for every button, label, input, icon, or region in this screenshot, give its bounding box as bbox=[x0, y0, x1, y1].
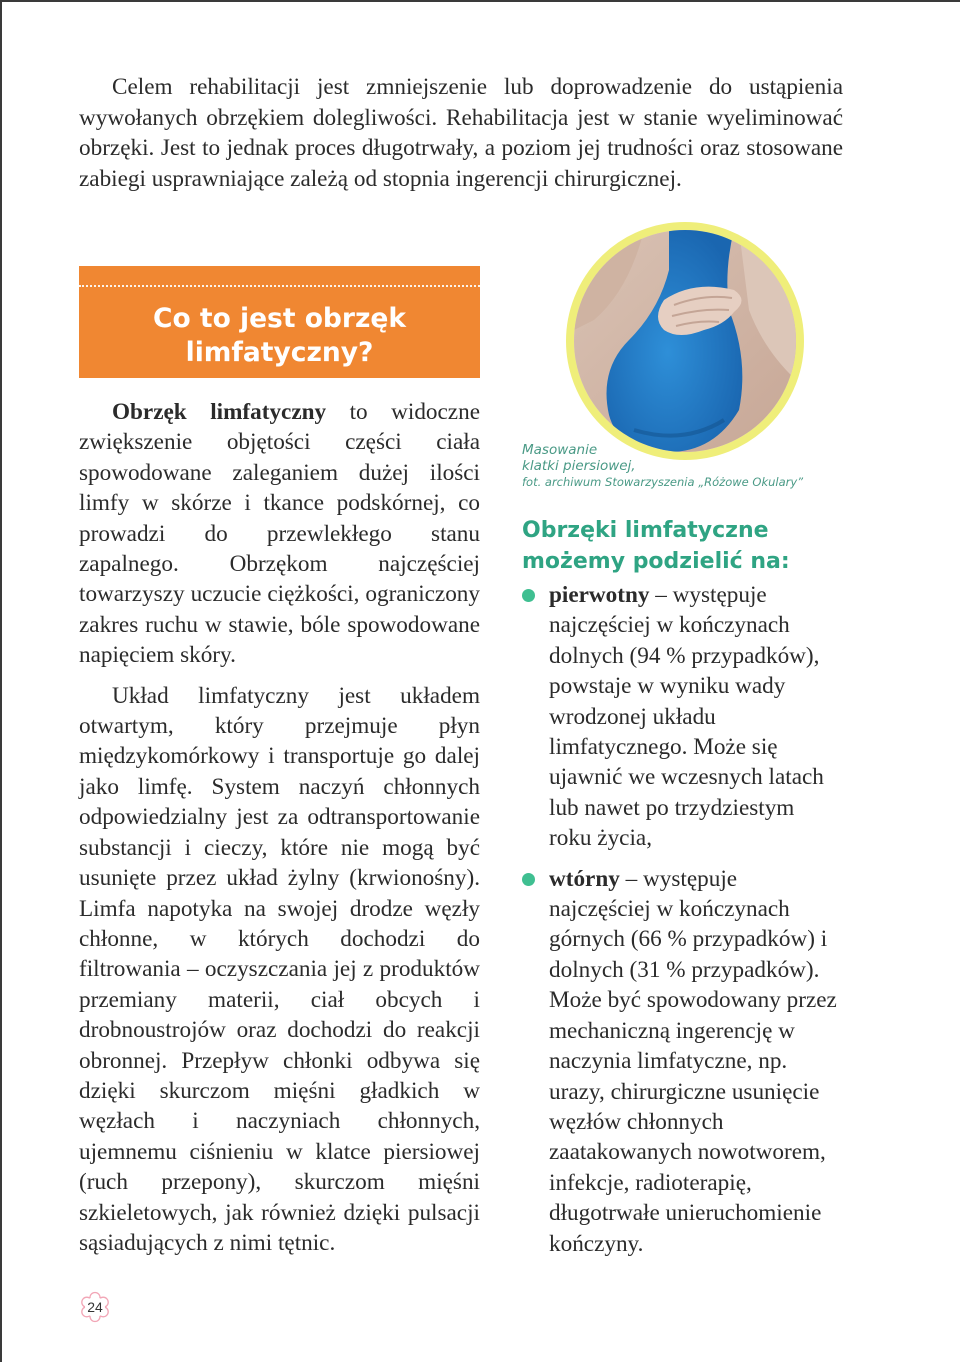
dotted-divider bbox=[79, 285, 480, 287]
list-item-text: – występuje najczęściej w kończynach górnych (66 % przypadków) i dolnych (31 % przypadków). Może być spowodowany przez mechaniczną ingerencję w naczynia limfatyczne, np. urazy, chirurgiczne usunięcie węzłów chłonnych zaatakowanych nowotworem, infekcje, radioterapię, długotrwałe unieruchomienie kończyny. bbox=[549, 865, 837, 1257]
list-item-text: – występuje najczęściej w kończynach dolnych (94 % przypadków), powstaje w wyniku wady wrodzonej układu limfatycznego. Może się ujawnić we wczesnych latach lub nawet po trzydziestym roku życia, bbox=[549, 582, 824, 852]
list-item bbox=[522, 580, 842, 854]
page-border-left bbox=[0, 0, 2, 1362]
left-column bbox=[79, 397, 480, 1268]
bullet-icon bbox=[522, 873, 535, 886]
types-heading-line-1: Obrzęki limfatyczne bbox=[522, 518, 769, 543]
page-number: 24 bbox=[87, 1299, 103, 1315]
list-item bbox=[522, 864, 842, 1259]
massage-photo-illustration bbox=[574, 230, 796, 452]
bullet-icon bbox=[522, 589, 535, 602]
lymph-system-paragraph: Układ limfatyczny jest układem otwartym, który przejmuje płyn międzykomórkowy i transportuje go dalej jako limfę. System naczyń chłonnych odpowiedzialny jest za odtransportowanie substancji i cieczy, które nie mogą być usunięte przez układ żylny (krwionośny). Limfa napotyka na swojej drodze węzły chłonne, w których dochodzi do filtrowania – oczyszczania jej z produktów przemiany materii, ciał obcych i drobnoustrojów oraz dochodzi do reakcji obronnej. Przepływ chłonki odbywa się dzięki skurczom mięśni gładkich w węzłach i naczyniach chłonnych, ujemnemu ciśnieniu w klatce piersiowej (ruch przepony), skurczom mięśni szkieletowych, jak również dzięki pulsacji sąsiadujących z nimi tętnic. bbox=[79, 682, 480, 1256]
types-heading bbox=[522, 515, 852, 577]
caption-credit: fot. archiwum Stowarzyszenia „Różowe Okulary” bbox=[522, 475, 804, 489]
definition-term: Obrzęk limfatyczny bbox=[112, 399, 327, 425]
section-title-box bbox=[79, 266, 480, 378]
section-title: Co to jest obrzęk limfatyczny? bbox=[153, 303, 406, 368]
caption-line-1: Masowanie bbox=[522, 442, 598, 458]
list-item-term: pierwotny bbox=[549, 582, 650, 608]
types-heading-line-2: możemy podzielić na: bbox=[522, 549, 790, 574]
page-border-top bbox=[0, 0, 960, 2]
definition-paragraph bbox=[79, 397, 480, 671]
list-item-term: wtórny bbox=[549, 865, 620, 892]
photo-caption bbox=[522, 442, 842, 490]
massage-photo bbox=[566, 222, 804, 460]
definition-text: to widoczne zwiększenie objętości części ciała spowodowane zaleganiem dużej ilości limfy w skórze i tkance podskórnej, co prowadzi do przewlekłego stanu zapalnego. Obrzękom najczęściej towarzyszy uczucie ciężkości, ograniczony zakres ruchu w stawie, bóle spowodowane napięciem skóry. bbox=[79, 399, 480, 669]
types-list bbox=[522, 580, 842, 1269]
caption-line-2: klatki piersiowej, bbox=[522, 458, 636, 474]
intro-paragraph: Celem rehabilitacji jest zmniejszenie lub doprowadzenie do ustąpienia wywołanych obrzękiem dolegliwości. Rehabilitacja jest w stanie wyeliminować obrzęki. Jest to jednak proces długotrwały, a poziom jej trudności oraz stosowane zabiegi usprawniające zależą od stopnia ingerencji chirurgicznej. bbox=[79, 74, 843, 192]
